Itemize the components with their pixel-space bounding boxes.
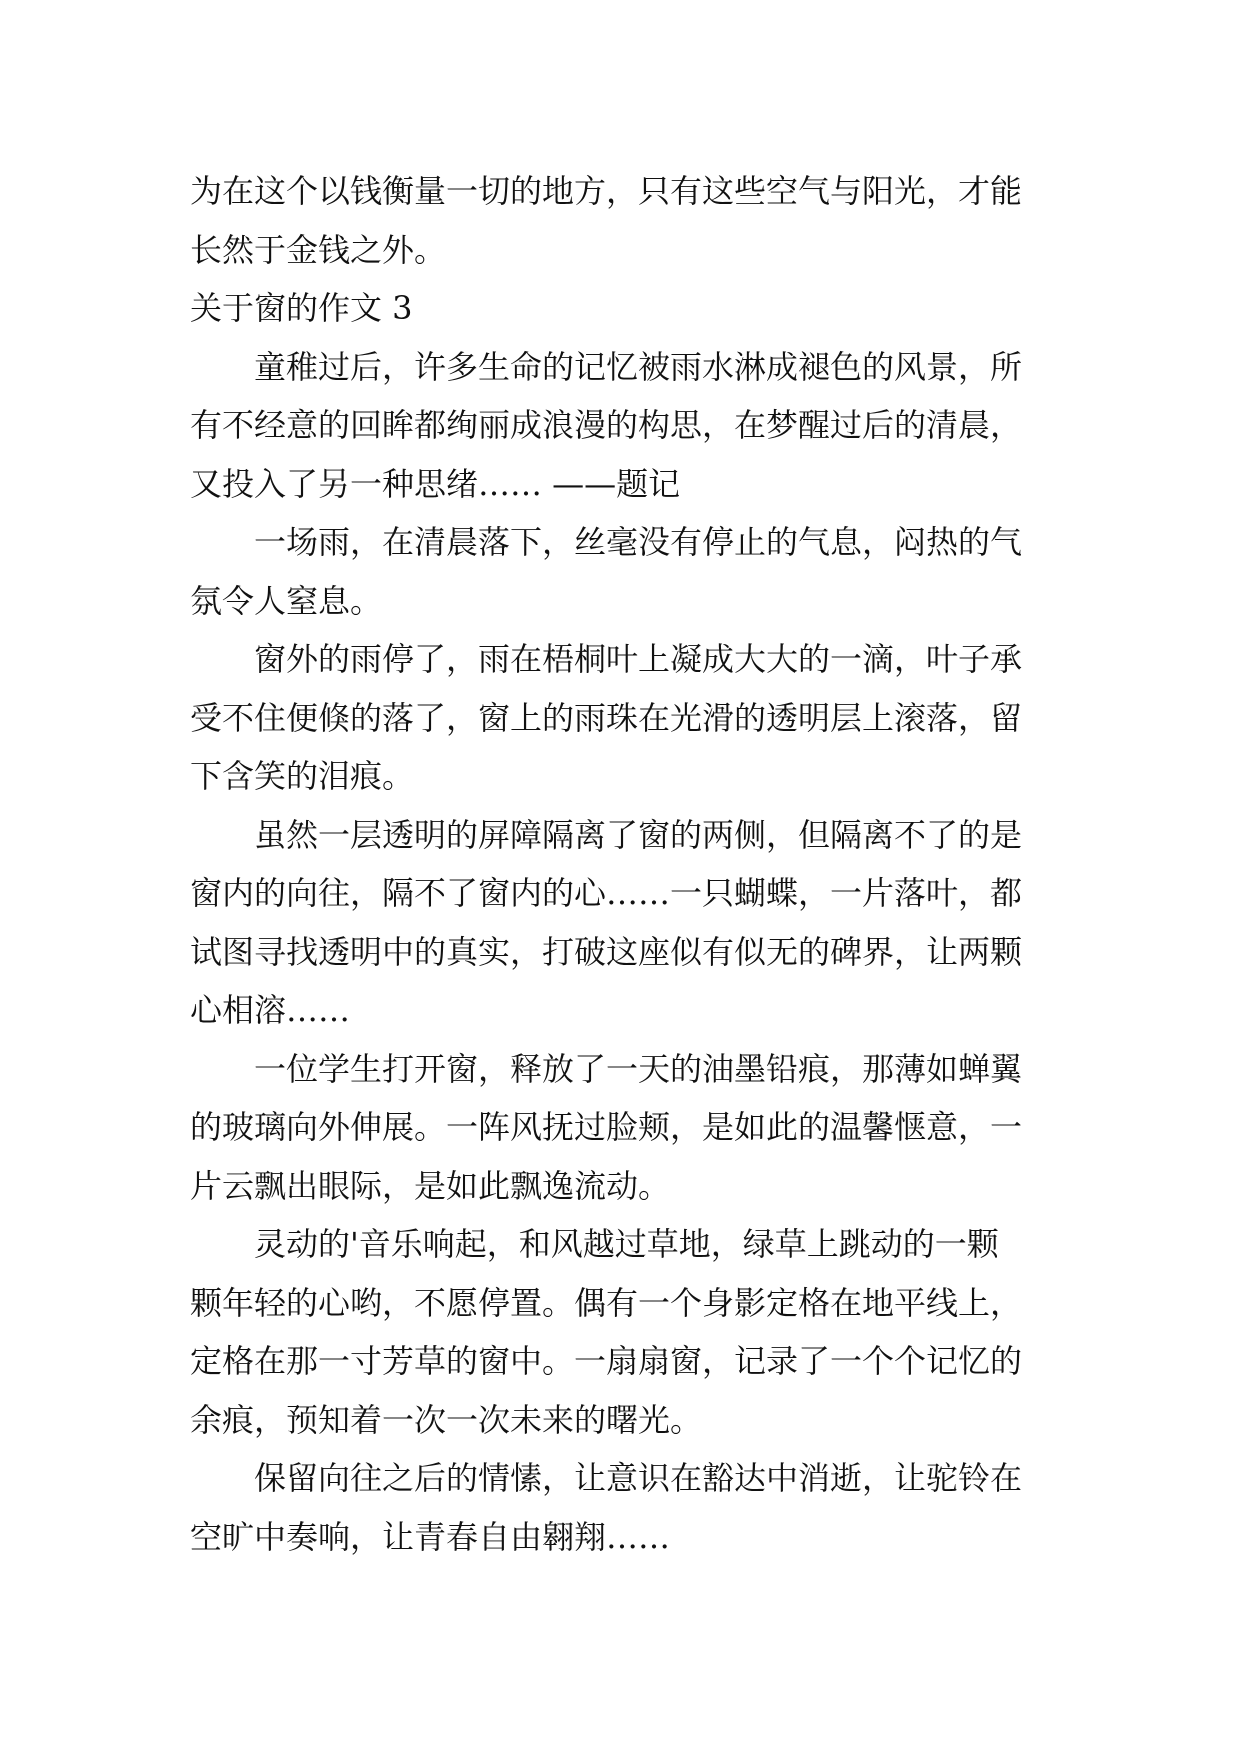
text-line: 保留向往之后的情愫，让意识在豁达中消逝，让驼铃在: [254, 1459, 1023, 1497]
text-line: 灵动的'音乐响起，和风越过草地，绿草上跳动的一颗: [254, 1225, 999, 1263]
document-body: [190, 162, 1060, 1566]
section-heading: 关于窗的作文 3: [190, 289, 413, 327]
text-line: 一位学生打开窗，释放了一天的油墨铅痕，那薄如蝉翼: [254, 1049, 1023, 1088]
text-line: 氛令人窒息。: [190, 581, 383, 620]
text-line: 空旷中奏响，让青春自由翱翔……: [190, 1517, 671, 1556]
text-line: 窗外的雨停了，雨在梧桐叶上凝成大大的一滴，叶子承: [254, 640, 1023, 678]
text-line: 为在这个以钱衡量一切的地方，只有这些空气与阳光，才能: [190, 172, 1023, 210]
text-line: 长然于金钱之外。: [190, 230, 447, 269]
text-line: 虽然一层透明的屏障隔离了窗的两侧，但隔离不了的是: [254, 815, 1023, 854]
text-line: 颗年轻的心哟，不愿停置。偶有一个身影定格在地平线上，: [190, 1283, 1023, 1322]
document-page: [190, 162, 1060, 1566]
text-line: 试图寻找透明中的真实，打破这座似有似无的碑界，让两颗: [190, 932, 1023, 971]
text-line: 定格在那一寸芳草的窗中。一扇扇窗，记录了一个个记忆的: [190, 1342, 1023, 1380]
text-line: 下含笑的泪痕。: [190, 757, 415, 795]
text-line: 片云飘出眼际，是如此飘逸流动。: [190, 1166, 671, 1205]
text-line: 有不经意的回眸都绚丽成浪漫的构思，在梦醒过后的清晨，: [190, 406, 1023, 444]
text-line: 受不住便倏的落了，窗上的雨珠在光滑的透明层上滚落，留: [190, 698, 1023, 737]
text-line: 心相溶……: [190, 991, 351, 1029]
text-line: 一场雨，在清晨落下，丝毫没有停止的气息，闷热的气: [254, 523, 1023, 561]
text-line: 窗内的向往，隔不了窗内的心……一只蝴蝶，一片落叶，都: [190, 874, 1023, 912]
text-line: 的玻璃向外伸展。一阵风抚过脸颊，是如此的温馨惬意，一: [190, 1108, 1023, 1146]
text-line: 又投入了另一种思绪…… ——题记: [190, 464, 681, 503]
text-line: 余痕，预知着一次一次未来的曙光。: [190, 1400, 703, 1439]
text-line: 童稚过后，许多生命的记忆被雨水淋成褪色的风景，所: [254, 347, 1023, 386]
